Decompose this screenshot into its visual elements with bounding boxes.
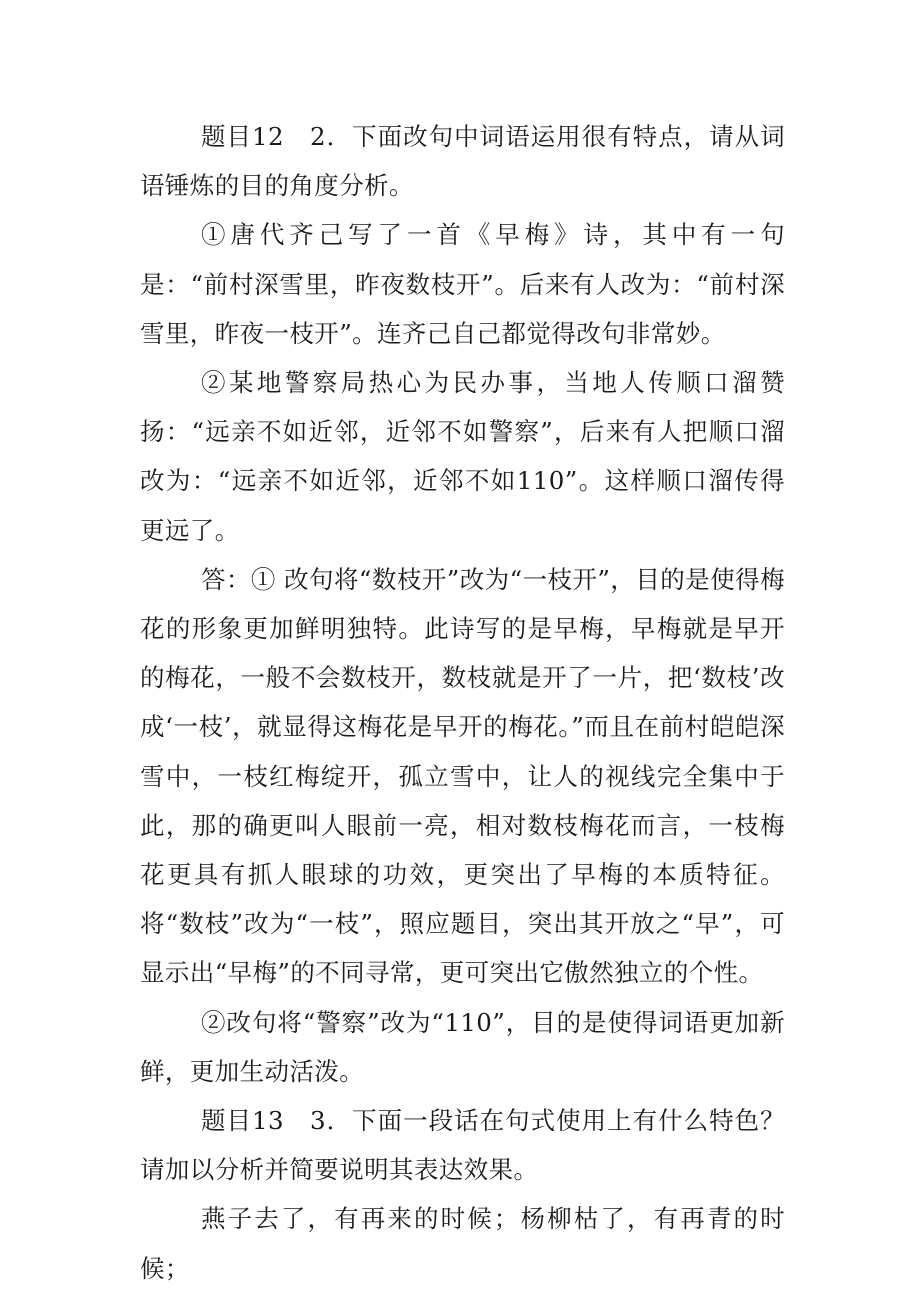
quoted-passage-paragraph: 燕子去了，有再来的时候；杨柳枯了，有再青的时候； (140, 1204, 785, 1283)
answer-2-paragraph: ②改句将“警察”改为“110”，目的是使得词语更加新鲜，更加生动活泼。 (140, 1007, 785, 1086)
answer-1-paragraph: 答：① 改句将“数枝开”改为“一枝开”，目的是使得梅花的形象更加鲜明独特。此诗写的是早梅，早梅就是早开的梅花，一般不会数枝开，数枝就是开了一片，把‘数枝’改成‘一枝’，就显得这梅花是早开的梅花。”而且在前村皑皑深雪中，一枝红梅绽开，孤立雪中，让人的视线完全集中于此，那的确更叫人眼前一亮，相对数枝梅花而言，一枝梅花更具有抓人眼球的功效，更突出了早梅的本质特征。将“数枝”改为“一枝”，照应题目，突出其开放之“早”，可显示出“早梅”的不同寻常，更可突出它傲然独立的个性。 (140, 564, 785, 988)
question-13-prompt: 题目13 3．下面一段话在句式使用上有什么特色？请加以分析并简要说明其表达效果。 (140, 1106, 785, 1185)
example-2-paragraph: ②某地警察局热心为民办事，当地人传顺口溜赞扬：“远亲不如近邻，近邻不如警察”，后来有人把顺口溜改为：“远亲不如近邻，近邻不如110”。这样顺口溜传得更远了。 (140, 368, 785, 545)
document-body (140, 112, 785, 1293)
example-1-paragraph: ①唐代齐己写了一首《早梅》诗，其中有一句是：“前村深雪里，昨夜数枝开”。后来有人改为：“前村深雪里，昨夜一枝开”。连齐己自己都觉得改句非常妙。 (140, 220, 785, 348)
question-12-prompt: 题目12 2．下面改句中词语运用很有特点，请从词语锤炼的目的角度分析。 (140, 122, 785, 201)
